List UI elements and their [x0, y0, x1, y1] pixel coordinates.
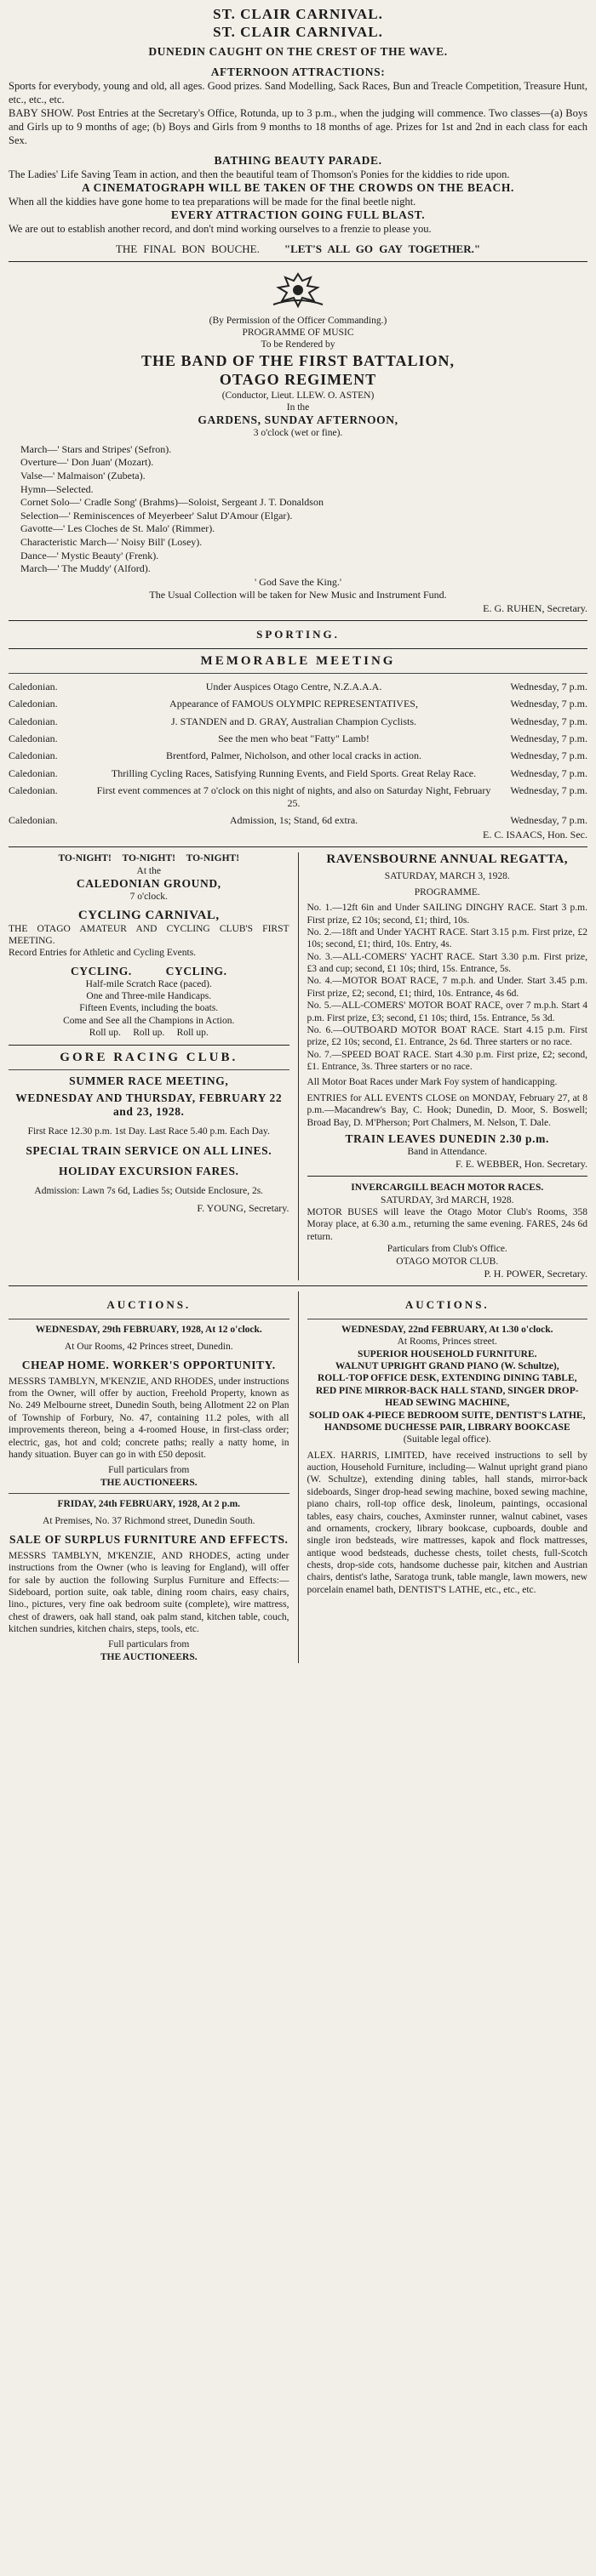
invercargill-date: SATURDAY, 3rd MARCH, 1928. [380, 1194, 514, 1205]
cinema-text: When all the kiddies have gone home to tea preparations will be made for the final beetle night. [9, 195, 416, 208]
cheap-home-heading: CHEAP HOME. WORKER'S OPPORTUNITY. [21, 1358, 276, 1371]
programme-item: Dance—' Mystic Beauty' (Frenk). [20, 549, 159, 561]
meeting-row [9, 730, 587, 747]
meeting-title: MEMORABLE MEETING [200, 653, 396, 668]
regatta-title: RAVENSBOURNE ANNUAL REGATTA, [326, 852, 569, 867]
meeting-row [9, 747, 587, 764]
meeting-when: Wednesday, 7 p.m. [510, 680, 587, 692]
regatta-item: No. 3.—ALL-COMERS' YACHT RACE. Start 3.30 p.m. First prize, £3 and cup; second, £1 10s; third, 15s. Entrance, 5s. [307, 951, 587, 975]
ground-name: CALEDONIAN GROUND, [76, 877, 221, 891]
meeting-venue: Caledonian. [9, 732, 58, 745]
god-save-king: ' God Save the King.' [255, 575, 341, 588]
divider [9, 673, 587, 674]
programme-heading: PROGRAMME OF MUSIC [242, 327, 354, 338]
invercargill-text: MOTOR BUSES will leave the Otago Motor Club's Rooms, 358 Moray place, at 6.30 a.m., returning the same evening. FARES, 24s 6d return. [307, 1207, 587, 1242]
invercargill-club: OTAGO MOTOR CLUB. [396, 1256, 499, 1267]
divider [9, 1069, 289, 1070]
programme-item: Hymn—Selected. [20, 482, 94, 495]
meeting-venue: Caledonian. [9, 814, 58, 826]
meeting-when: Wednesday, 7 p.m. [510, 698, 587, 710]
auction-body: MESSRS TAMBLYN, M'KENZIE, AND RHODES, acting under instructions from the Owner (who is leaving for England), will offer for sale by auction the following Surplus Furniture and Effects:—Sideboard, portion suite, oak table, dining room chairs, easy chairs, lino., pictures, very fine oak bedroom suite (complete), wire mattress, chest of drawers, oak hall stand, oak palm stand, kitchen table, couch, kitchen sundries, kitchen chairs, steps, tools, etc. [9, 1550, 289, 1635]
regatta-item: No. 5.—ALL-COMERS' MOTOR BOAT RACE, over 7 m.p.h. Start 4 p.m. First prize, £3; second, £1 10s; third, 15s. Entrance, 5s 3d. [307, 1000, 587, 1023]
auction-date: WEDNESDAY, 29th FEBRUARY, 1928, At 12 o'clock. [35, 1324, 262, 1335]
meeting-desc: Thrilling Cycling Races, Satisfying Running Events, and Field Sports. Great Relay Race. [111, 767, 477, 779]
meeting-when: Wednesday, 7 p.m. [510, 767, 587, 779]
regimental-crest-icon [268, 271, 328, 310]
meeting-row [9, 782, 587, 812]
club-text: THE OTAGO AMATEUR AND CYCLING CLUB'S FIRST MEETING. [9, 923, 289, 946]
gore-special: SPECIAL TRAIN SERVICE ON ALL LINES. [26, 1143, 272, 1157]
programme-item: Cornet Solo—' Cradle Song' (Brahms)—Soloist, Sergeant J. T. Donaldson [20, 496, 324, 509]
divider [9, 261, 587, 262]
meeting-venue: Caledonian. [9, 749, 58, 762]
band-attendance: Band in Attendance. [407, 1146, 488, 1157]
two-column-upper [9, 852, 587, 1280]
regatta-item: No. 4.—MOTOR BOAT RACE, 7 m.p.h. and Under. Start 3.45 p.m. First prize, £2; second, £1; third, 10s. Entrance, 4s 6d. [307, 976, 587, 999]
meeting-when: Wednesday, 7 p.m. [510, 784, 587, 797]
regatta-date: SATURDAY, MARCH 3, 1928. [384, 871, 510, 882]
meeting-desc: See the men who beat "Fatty" Lamb! [218, 732, 370, 745]
meeting-desc: Appearance of FAMOUS OLYMPIC REPRESENTATIVES, [169, 698, 418, 710]
cycling-title: CYCLING CARNIVAL, [77, 908, 220, 922]
divider [9, 620, 587, 621]
halfmile-text: Half-mile Scratch Race (paced). [85, 978, 212, 989]
meeting-row [9, 713, 587, 730]
meeting-venue: Caledonian. [9, 680, 58, 692]
programme-item: Selection—' Reminiscences of Meyerbeer' Salut D'Amour (Elgar). [20, 509, 293, 521]
meeting-when: Wednesday, 7 p.m. [510, 715, 587, 727]
column-rule [298, 1291, 299, 1663]
lot-line: WALNUT UPRIGHT GRAND PIANO (W. Schultze), [335, 1361, 559, 1372]
divider [9, 846, 587, 847]
fifteen-text: Fifteen Events, including the boats. [79, 1003, 219, 1014]
lot-line: (Suitable legal office). [403, 1434, 491, 1445]
regatta-item: No. 2.—18ft and Under YACHT RACE. Start 3.15 p.m. First prize, £2 10s; second, £1; third, 10s. Entry, 4s. [307, 926, 587, 950]
cycling-ad [9, 852, 289, 1039]
rendered-by: To be Rendered by [261, 339, 335, 350]
meeting-venue: Caledonian. [9, 698, 58, 710]
bathing-text: The Ladies' Life Saving Team in action, and then the beautiful team of Thomson's Ponies for the kiddies to ride upon. [9, 168, 510, 180]
meeting-row [9, 765, 587, 782]
meeting-desc: J. STANDEN and D. GRAY, Australian Champion Cyclists. [170, 715, 417, 727]
meeting-when: Wednesday, 7 p.m. [510, 749, 587, 762]
gore-dates: WEDNESDAY AND THURSDAY, FEBRUARY 22 and 23, 1928. [15, 1091, 283, 1118]
motor-note: All Motor Boat Races under Mark Foy system of handicapping. [307, 1077, 558, 1088]
meeting-row [9, 678, 587, 695]
permission-text: (By Permission of the Officer Commanding.) [209, 315, 387, 326]
baby-show-text: BABY SHOW. Post Entries at the Secretary's Office, Rotunda, up to 3 p.m., when the judging will commence. Two classes—(a) Boys and Girls up to 9 months of age; (b) Boys and Girls from 9 months to 18 months of age. Prizes for 1st and 2nd in each class for each Sex. [9, 106, 587, 146]
invercargill-signature: P. H. POWER, Secretary. [484, 1267, 587, 1279]
auction-place: At Rooms, Princes street. [397, 1336, 497, 1348]
lot-line: ROLL-TOP OFFICE DESK, EXTENDING DINING TABLE, [318, 1373, 577, 1384]
lot-line: HANDSOME DUCHESSE PAIR, LIBRARY BOOKCASE [324, 1422, 570, 1433]
band-ad [9, 271, 587, 615]
carnival-ad [9, 5, 587, 256]
two-column-auctions [9, 1291, 587, 1663]
full-particulars: Full particulars from [108, 1465, 190, 1476]
gore-ad [9, 1051, 289, 1216]
auction-body: MESSRS TAMBLYN, M'KENZIE, AND RHODES, under instructions from the Owner, will offer by auction, Freehold Property, known as No. 249 Melbourne street, Dunedin South, being Allotment 22 on Plan of Township of Forbury, No. 47, containing 11.2 poles, with all improvements thereon, being a 4-roomed House, in first-class order; electric, gas, hot and cold; concrete paths; really a natty home, in handy situation. Buyer can go in with £50 deposit. [9, 1376, 289, 1460]
divider [307, 1176, 588, 1177]
divider [9, 1045, 289, 1046]
auction-date: FRIDAY, 24th FEBRUARY, 1928, At 2 p.m. [57, 1499, 241, 1510]
left-column [9, 852, 289, 1280]
auction-date: WEDNESDAY, 22nd FEBRUARY, At 1.30 o'clock. [341, 1324, 553, 1335]
invercargill-ad [307, 1182, 588, 1280]
programme-item: March—' The Muddy' (Alford). [20, 562, 151, 575]
regatta-ad [307, 852, 588, 1171]
gore-summer: SUMMER RACE MEETING, [69, 1074, 229, 1087]
meeting-venue: Caledonian. [9, 784, 58, 797]
records-text: Record Entries for Athletic and Cycling Events. [9, 948, 197, 959]
band-time: 3 o'clock (wet or fine). [253, 428, 343, 439]
carnival-subtitle: DUNEDIN CAUGHT ON THE CREST OF THE WAVE. [148, 44, 448, 58]
programme-item: Overture—' Don Juan' (Mozart). [20, 456, 154, 469]
train-text: TRAIN LEAVES DUNEDIN 2.30 p.m. [345, 1131, 549, 1145]
bathing-heading: BATHING BEAUTY PARADE. [214, 153, 382, 167]
auction-body: ALEX. HARRIS, LIMITED, have received instructions to sell by auction, Household Furniture, including— Walnut upright grand piano (W. Schultze), extending dining tables, hall stands, mirror-back sideboards, Singer drop-head sewing machine, boxed sewing machine, piano chairs, roll-top office desk, linoleum, paintings, occasional tables, easy chairs, couches, Axminster runner, walnut cabinet, vases and ornaments, crockery, library bookcase, cupboards, double and single iron bedsteads, wire mattresses, kapok and flock mattresses, antique wood bedsteads, duchesse chests, toilet chests, full-Scotch chests, drop-side cots, handsome duchesse pair, kitchen and Austrian chairs, dentist's lathe, Saratoga trunk, table mangle, lawn mowers, new porcelain enamel bath, DENTIST'S LATHE, etc., etc., etc. [307, 1450, 587, 1595]
programme-item: March—' Stars and Stripes' (Sefron). [20, 442, 172, 455]
rollup-text: Roll up. Roll up. Roll up. [89, 1028, 209, 1039]
meeting-desc: Admission, 1s; Stand, 6d extra. [229, 814, 358, 826]
meeting-venue: Caledonian. [9, 715, 58, 727]
auctions-heading: AUCTIONS. [106, 1297, 192, 1311]
gore-first-race: First Race 12.30 p.m. 1st Day. Last Race 5.40 p.m. Each Day. [27, 1126, 270, 1137]
cycling-line: CYCLING. CYCLING. [70, 964, 227, 977]
programme-item: Characteristic March—' Noisy Bill' (Losey). [20, 535, 203, 548]
regiment-title: OTAGO REGIMENT [219, 371, 377, 389]
meeting-row [9, 812, 587, 829]
one-three-text: One and Three-mile Handicaps. [86, 991, 212, 1002]
regatta-item: No. 7.—SPEED BOAT RACE. Start 4.30 p.m. First prize, £2; second, £1. Entrance, 3s. Three starters or no race. [307, 1049, 587, 1073]
left-auctions [9, 1291, 289, 1663]
cycling-time: 7 o'clock. [129, 892, 168, 903]
right-auctions [307, 1291, 588, 1663]
meeting-when: Wednesday, 7 p.m. [510, 814, 587, 826]
carnival-title: ST. CLAIR CARNIVAL. [213, 6, 383, 22]
meeting-venue: Caledonian. [9, 767, 58, 779]
tonight-banner: TO-NIGHT! TO-NIGHT! TO-NIGHT! [58, 853, 240, 864]
sporting-heading: SPORTING. [256, 627, 340, 641]
bonbouche-text: THE FINAL BON BOUCHE. [115, 242, 260, 255]
at-the: At the [136, 865, 161, 876]
regatta-item: No. 1.—12ft 6in and Under SAILING DINGHY RACE. Start 3 p.m. First prize, £2 10s; second, £1; third, 10s. [307, 903, 587, 926]
divider [9, 1493, 289, 1494]
regatta-signature: F. E. WEBBER, Hon. Secretary. [455, 1158, 587, 1171]
in-the-text: In the [286, 402, 310, 413]
invercargill-particulars: Particulars from Club's Office. [387, 1244, 507, 1255]
afternoon-text: Sports for everybody, young and old, all ages. Good prizes. Sand Modelling, Sack Races, Bun and Treacle Competition, Treasure Hunt, etc., etc., etc. [9, 79, 587, 105]
lot-line: SUPERIOR HOUSEHOLD FURNITURE. [357, 1348, 537, 1359]
meeting-desc: First event commences at 7 o'clock on this night of nights, and also on Saturday Night, February 25. [96, 784, 491, 809]
auctioneers: THE AUCTIONEERS. [100, 1477, 198, 1488]
memorable-meeting-ad [9, 654, 587, 842]
lot-line: SOLID OAK 4-PIECE BEDROOM SUITE, DENTIST'S LATHE, [309, 1410, 586, 1421]
programme-item: Gavotte—' Les Cloches de St. Malo' (Rimmer). [20, 522, 215, 535]
band-secretary: E. G. RUHEN, Secretary. [483, 601, 587, 614]
entries-text: ENTRIES for ALL EVENTS CLOSE on MONDAY, February 27, at 8 p.m.—Macandrew's Bay, C. Hook; Dunedin, D. Moor, S. Boswell; Broad Bay, D. M'Pherson; Port Chalmers, M. Nelson, T. Dale. [307, 1092, 587, 1128]
gore-signature: F. YOUNG, Secretary. [197, 1202, 289, 1215]
column-rule [298, 852, 299, 1280]
slogan-text: "LET'S ALL GO GAY TOGETHER." [284, 242, 481, 255]
conductor-text: (Conductor, Lieut. LLEW. O. ASTEN) [221, 390, 375, 401]
meeting-desc: Brentford, Palmer, Nicholson, and other local cracks in action. [165, 749, 422, 762]
regatta-programme: PROGRAMME. [414, 886, 480, 898]
right-column [307, 852, 588, 1280]
band-title: THE BAND OF THE FIRST BATTALION, [140, 351, 456, 369]
divider [9, 648, 587, 649]
gore-title: GORE RACING CLUB. [60, 1050, 238, 1064]
lot-line: RED PINE MIRROR-BACK HALL STAND, SINGER DROP-HEAD SEWING MACHINE, [315, 1385, 579, 1409]
carnival-title-repeat: ST. CLAIR CARNIVAL. [213, 24, 383, 41]
afternoon-heading: AFTERNOON ATTRACTIONS: [210, 65, 386, 78]
programme-item: Valse—' Malmaison' (Zubeta). [20, 469, 146, 482]
every-heading: EVERY ATTRACTION GOING FULL BLAST. [170, 208, 426, 221]
meeting-desc: Under Auspices Otago Centre, N.Z.A.A.A. [205, 680, 382, 692]
regatta-item: No. 6.—OUTBOARD MOTOR BOAT RACE. Start 4.15 p.m. First prize, £2 10s; second, £1. Entrance, 2s 6d. Three starters or no race. [307, 1024, 587, 1048]
divider [9, 1285, 587, 1286]
auction-place: At Premises, No. 37 Richmond street, Dunedin South. [43, 1516, 255, 1527]
meeting-secretary: E. C. ISAACS, Hon. Sec. [482, 829, 587, 841]
gore-holiday: HOLIDAY EXCURSION FARES. [58, 1164, 239, 1177]
gore-admission: Admission: Lawn 7s 6d, Ladies 5s; Outside Enclosure, 2s. [34, 1185, 264, 1196]
invercargill-title: INVERCARGILL BEACH MOTOR RACES. [351, 1183, 544, 1194]
auctioneers: THE AUCTIONEERS. [100, 1651, 198, 1662]
auctions-heading: AUCTIONS. [404, 1297, 490, 1311]
auction-place: At Our Rooms, 42 Princes street, Dunedin. [64, 1342, 233, 1353]
meeting-when: Wednesday, 7 p.m. [510, 732, 587, 745]
come-text: Come and See all the Champions in Action. [63, 1015, 235, 1026]
full-particulars: Full particulars from [108, 1639, 190, 1650]
sale-heading: SALE OF SURPLUS FURNITURE AND EFFECTS. [9, 1532, 289, 1546]
every-text: We are out to establish another record, and don't mind working ourselves to a frenzie to please you. [9, 222, 432, 235]
collection-note: The Usual Collection will be taken for New Music and Instrument Fund. [149, 589, 447, 601]
cinema-heading: A CINEMATOGRAPH WILL BE TAKEN OF THE CROWDS ON THE BEACH. [82, 180, 514, 194]
meeting-row [9, 695, 587, 712]
newspaper-page [9, 0, 587, 1663]
gardens-text: GARDENS, SUNDAY AFTERNOON, [198, 413, 398, 427]
